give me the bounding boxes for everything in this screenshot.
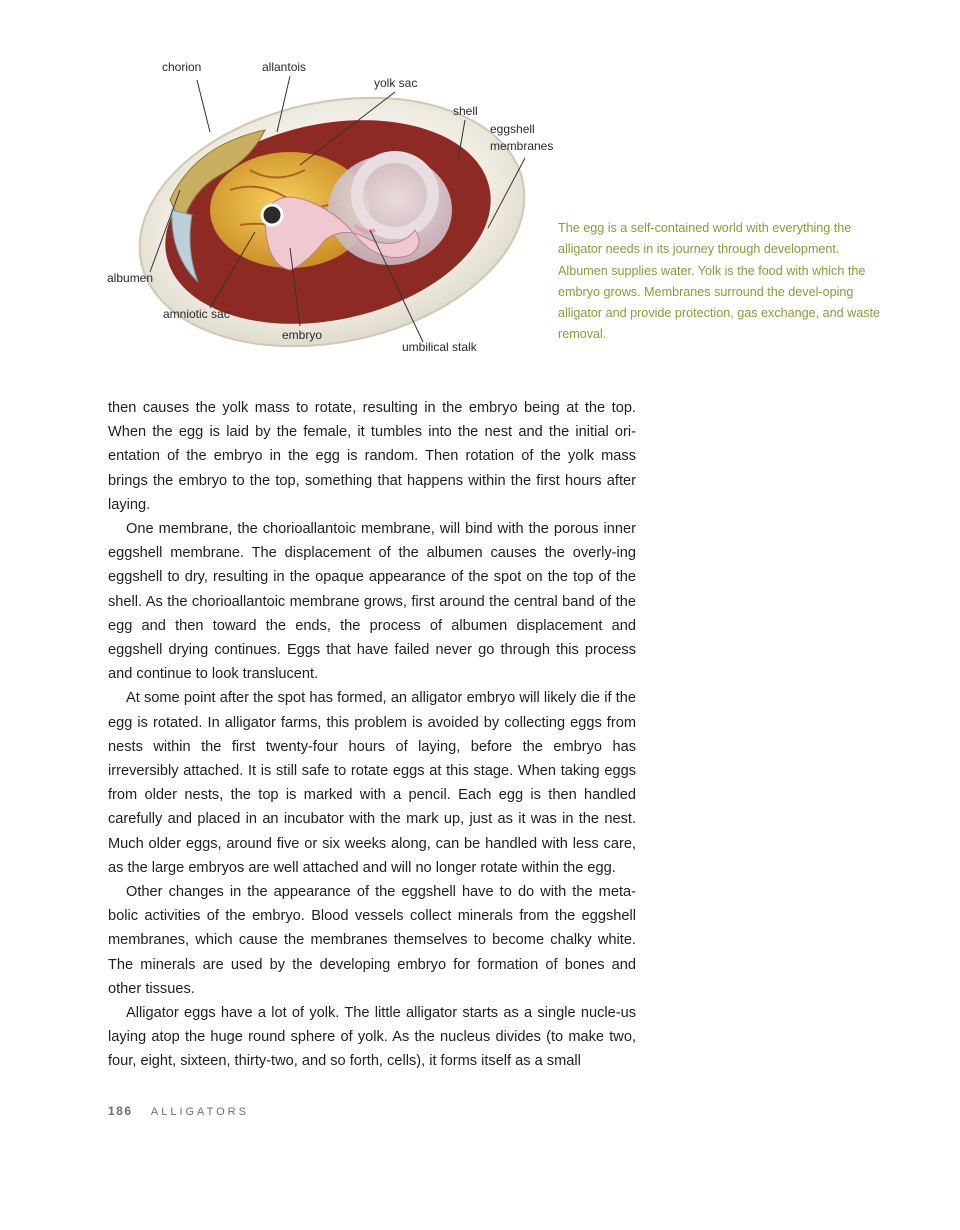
page-footer	[108, 1104, 249, 1118]
paragraph: then causes the yolk mass to rotate, resulting in the embryo being at the top. When the egg is laid by the female, it tumbles into the nest and the initial ori-entation of the embryo in the egg is random. Then rotation of the yolk mass brings the embryo to the top, something that happens within the first hours after laying.	[108, 400, 636, 513]
paragraph: One membrane, the chorioallantoic membrane, will bind with the porous inner eggshell membrane. The displacement of the albumen causes the overly-ing eggshell to dry, resulting in the opaque appearance of the spot on the top of the shell. As the chorioallantoic membrane grows, first around the central band of the egg and then toward the ends, the process of albumen displacement and eggshell drying continues. Eggs that have failed never go through this process and continue to look translucent.	[108, 521, 636, 683]
label-allantois: allantois	[262, 60, 307, 74]
main-text	[108, 396, 636, 1074]
label-eggshell-membranes-1: eggshell	[490, 122, 535, 136]
page-number: 186	[108, 1104, 133, 1118]
paragraph: Other changes in the appearance of the eggshell have to do with the meta-bolic activities of the embryo. Blood vessels collect minerals from the eggshell membranes, which cause the membranes themselves to become chalky white. The minerals are used by the developing embryo for formation of bones and other tissues.	[108, 884, 636, 997]
running-head: ALLIGATORS	[150, 1106, 249, 1118]
label-albumen: albumen	[107, 271, 154, 285]
label-umbilical-stalk: umbilical stalk	[402, 340, 477, 354]
label-eggshell-membranes-2: membranes	[490, 139, 554, 153]
label-shell: shell	[453, 104, 478, 118]
paragraph: Alligator eggs have a lot of yolk. The little alligator starts as a single nucle-us laying atop the huge round sphere of yolk. As the nucleus divides (to make two, four, eight, sixteen, thirty-two, and so forth, cells), it forms itself as a small	[108, 1005, 636, 1070]
figure-caption: The egg is a self-contained world with everything the alligator needs in its journey through development. Albumen supplies water. Yolk is the food with which the embryo grows. Membranes surround the devel-oping alligator and provide protection, gas exchange, and waste removal.	[558, 221, 881, 342]
embryo-eye	[262, 205, 282, 225]
egg-diagram	[100, 50, 570, 370]
label-chorion: chorion	[162, 60, 202, 74]
label-yolk-sac: yolk sac	[374, 76, 418, 90]
label-amniotic-sac: amniotic sac	[163, 307, 230, 321]
label-embryo: embryo	[282, 328, 323, 342]
paragraph: At some point after the spot has formed, an alligator embryo will likely die if the egg is rotated. In alligator farms, this problem is avoided by collecting eggs from nests within the first twenty-four hours of laying, before the embryo has irreversibly attached. It is still safe to rotate eggs at this stage. When taking eggs from older nests, the top is marked with a pencil. Each egg is then handled carefully and placed in an incubator with the mark up, just as it was in the nest. Much older eggs, around five or six weeks along, can be handled with less care, as the large embryos are well attached and will no longer rotate within the egg.	[108, 690, 636, 876]
egg-illustration	[100, 50, 570, 370]
